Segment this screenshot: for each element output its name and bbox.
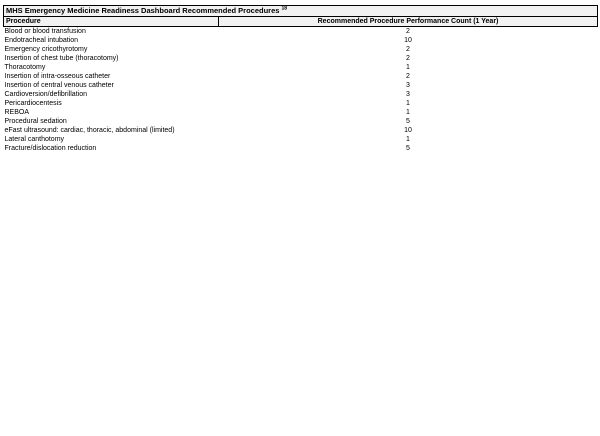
procedure-cell: Pericardiocentesis [4, 100, 62, 107]
table-row [4, 27, 598, 37]
table-title-cell [4, 6, 598, 17]
table-title-row [4, 6, 598, 17]
count-cell: 1 [406, 100, 410, 107]
count-cell: 1 [406, 64, 410, 71]
procedure-cell: Fracture/dislocation reduction [4, 145, 97, 152]
procedure-cell: eFast ultrasound: cardiac, thoracic, abdominal (limited) [4, 127, 175, 134]
table-row [4, 108, 598, 117]
count-cell: 2 [406, 46, 410, 53]
procedure-cell: Insertion of central venous catheter [4, 82, 114, 89]
procedure-cell: Thoracotomy [4, 64, 46, 71]
table-body [4, 27, 598, 154]
procedure-cell: Lateral canthotomy [4, 136, 65, 143]
procedure-cell: Insertion of chest tube (thoracotomy) [4, 55, 119, 62]
count-cell: 3 [406, 91, 410, 98]
count-cell: 10 [404, 127, 412, 134]
procedure-cell: Endotracheal intubation [4, 37, 79, 44]
procedure-cell: Procedural sedation [4, 118, 67, 125]
count-cell: 1 [406, 109, 410, 116]
count-cell: 5 [406, 145, 410, 152]
table-row [4, 117, 598, 126]
procedure-cell: Blood or blood transfusion [4, 28, 86, 35]
table-row [4, 135, 598, 144]
table-row [4, 126, 598, 135]
procedure-cell: Insertion of intra-osseous catheter [4, 73, 111, 80]
table-row [4, 63, 598, 72]
procedures-table-container [3, 5, 597, 153]
table-row [4, 90, 598, 99]
count-cell: 10 [404, 37, 412, 44]
procedure-cell: Emergency cricothyrotomy [4, 46, 88, 53]
count-cell: 2 [406, 28, 410, 35]
header-count: Recommended Procedure Performance Count (1 Year) [219, 17, 598, 27]
table-header-row [4, 17, 598, 27]
table-row [4, 99, 598, 108]
count-cell: 2 [406, 55, 410, 62]
table-row [4, 36, 598, 45]
header-procedure: Procedure [4, 17, 219, 27]
table-title: MHS Emergency Medicine Readiness Dashboard Recommended Procedures [6, 6, 280, 15]
procedure-cell: REBOA [4, 109, 30, 116]
count-cell: 1 [406, 136, 410, 143]
count-cell: 2 [406, 73, 410, 80]
count-cell: 3 [406, 82, 410, 89]
procedure-cell: Cardioversion/defibrillation [4, 91, 87, 98]
title-footnote: 18 [281, 5, 288, 12]
table-row [4, 81, 598, 90]
count-cell: 5 [406, 118, 410, 125]
table-row [4, 72, 598, 81]
procedures-table [3, 5, 598, 153]
table-row [4, 54, 598, 63]
table-row [4, 144, 598, 153]
table-row [4, 45, 598, 54]
